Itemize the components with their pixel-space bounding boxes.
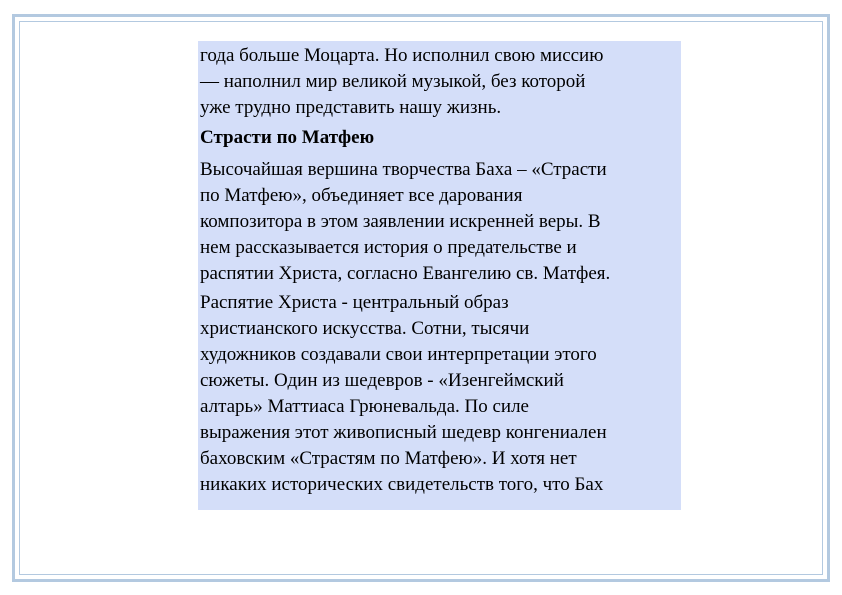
paragraph-crucifixion: Распятие Христа - центральный образ христианского искусства. Сотни, тысячи художников создавали свои интерпретации этого сюжеты. Один из шедевров - «Изенгеймский алтарь» Маттиаса Грюневальда. По силе выражения этот живописный шедевр конгениален баховским «Страстям по Матфею». И хотя нет никаких исторических свидетельств того, что Бах bbox=[200, 292, 607, 495]
paragraph-passion: Высочайшая вершина творчества Баха – «Страсти по Матфею», объединяет все дарования композитора в этом заявлении искренней веры. В нем рассказывается история о предательстве и распятии Христа, согласно Евангелию св. Матфея. bbox=[200, 159, 611, 284]
section-heading: Страсти по Матфею bbox=[200, 127, 375, 148]
text-box bbox=[198, 41, 681, 510]
paragraph-intro: года больше Моцарта. Но исполнил свою миссию — наполнил мир великой музыкой, без которой уже трудно представить нашу жизнь. bbox=[200, 45, 604, 118]
